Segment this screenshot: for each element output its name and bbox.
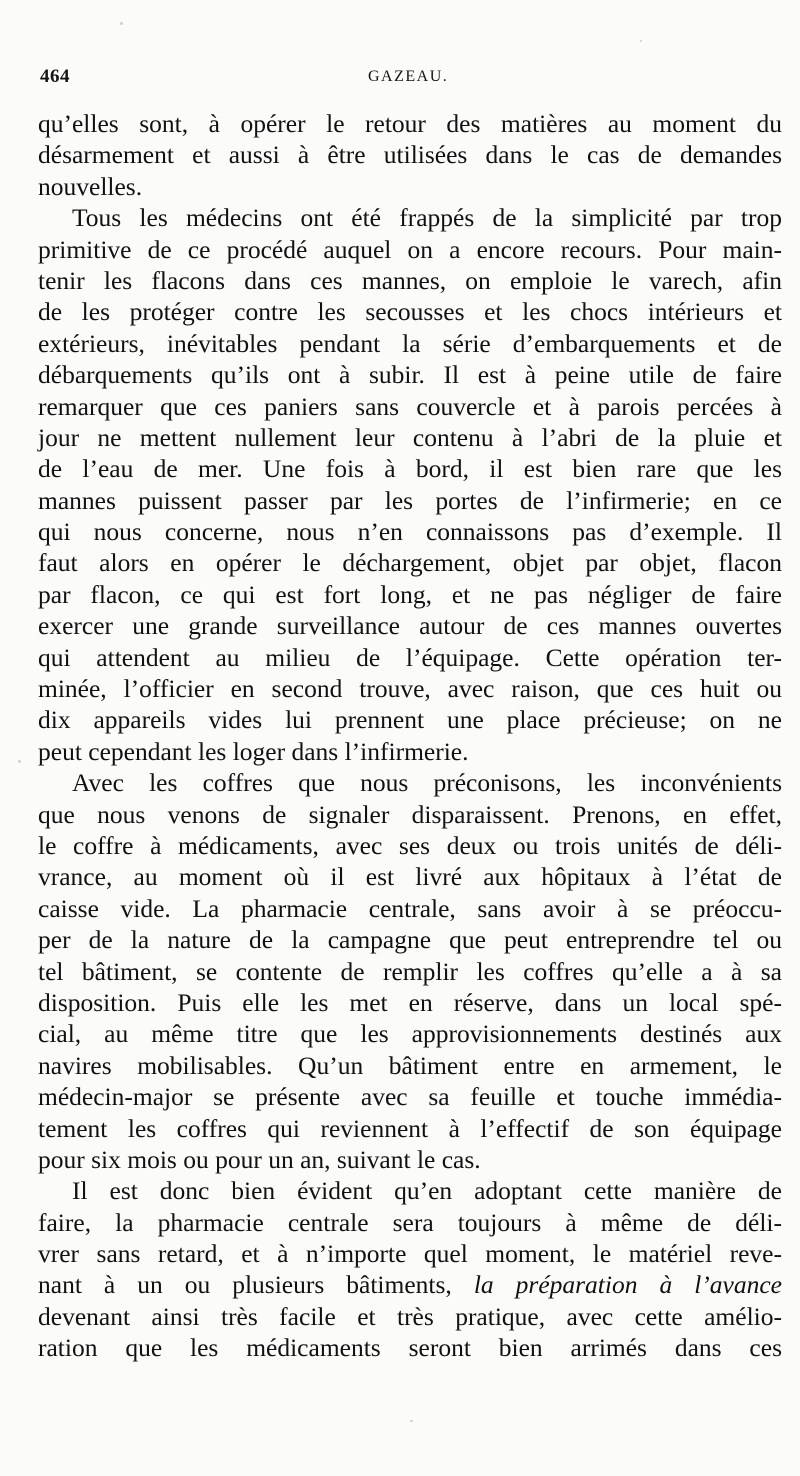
text-line: tenir les flacons dans ces mannes, on emploie le varech, afin (38, 265, 782, 295)
text-line: qui attendent au milieu de l’équipage. Cette opération ter- (38, 642, 782, 672)
text-line: tement les coffres qui reviennent à l’effectif de son équipage (38, 1113, 782, 1143)
text-line: mannes puissent passer par les portes de l’infirmerie; en ce (38, 485, 782, 515)
body-text (38, 108, 782, 1364)
running-head: GAZEAU. (368, 68, 449, 85)
text-line: de l’eau de mer. Une fois à bord, il est bien rare que les (38, 454, 782, 484)
text-line: qui nous concerne, nous n’en connaissons pas d’exemple. Il (38, 517, 782, 547)
text-line: nouvelles. (38, 171, 143, 201)
text-line: débarquements qu’ils ont à subir. Il est à peine utile de faire (38, 360, 782, 390)
text-line: qu’elles sont, à opérer le retour des matières au moment du (38, 109, 782, 138)
text-line: exercer une grande surveillance autour de ces mannes ouvertes (38, 611, 782, 641)
text-line: primitive de ce procédé auquel on a encore recours. Pour main- (38, 234, 782, 264)
text-line: vrer sans retard, et à n’importe quel moment, le matériel reve- (38, 1239, 782, 1269)
scan-speck (640, 40, 642, 42)
text-line: par flacon, ce qui est fort long, et ne pas négliger de faire (38, 579, 782, 609)
text-line: navires mobilisables. Qu’un bâtiment entre en armement, le (38, 1050, 782, 1080)
text-line: désarmement et aussi à être utilisées dans le cas de demandes (38, 140, 782, 170)
text-line-with-italic (38, 1269, 782, 1300)
text-line: pour six mois ou pour un an, suivant le cas. (38, 1144, 481, 1174)
text-line: faire, la pharmacie centrale sera toujours à même de déli- (38, 1207, 782, 1237)
page-header (38, 66, 780, 94)
text-line: per de la nature de la campagne que peut entreprendre tel ou (38, 925, 782, 955)
text-line: disposition. Puis elle les met en réserve, dans un local spé- (38, 987, 782, 1017)
text-line: Tous les médecins ont été frappés de la simplicité par trop (72, 203, 782, 233)
text-line: cial, au même titre que les approvisionnements destinés aux (38, 1019, 782, 1049)
text-line: Il est donc bien évident qu’en adoptant cette manière de (72, 1176, 782, 1206)
scan-speck (18, 760, 21, 763)
page-number: 464 (40, 66, 70, 87)
scan-speck (410, 1420, 413, 1422)
text-line: ration que les médicaments seront bien arrimés dans ces (38, 1333, 782, 1363)
text-line: médecin-major se présente avec sa feuille et touche immédia- (38, 1082, 782, 1112)
text-line: tel bâtiment, se contente de remplir les coffres qu’elle a à sa (38, 956, 782, 986)
scan-speck (120, 22, 123, 25)
text-line: minée, l’officier en second trouve, avec raison, que ces huit ou (38, 674, 782, 704)
text-segment: nant à un ou plusieurs bâtiments, (38, 1270, 452, 1300)
text-line: remarquer que ces paniers sans couvercle et à parois percées à (38, 391, 782, 421)
text-line: jour ne mettent nullement leur contenu à l’abri de la pluie et (38, 422, 782, 452)
text-line: faut alors en opérer le déchargement, objet par objet, flacon (38, 548, 782, 578)
text-line: dix appareils vides lui prennent une place précieuse; on ne (38, 705, 782, 735)
text-line: que nous venons de signaler disparaissent. Prenons, en effet, (38, 799, 782, 829)
text-line: extérieurs, inévitables pendant la série d’embarquements et de (38, 328, 782, 358)
text-line: caisse vide. La pharmacie centrale, sans avoir à se préoccu- (38, 893, 782, 923)
text-line: vrance, au moment où il est livré aux hôpitaux à l’état de (38, 862, 782, 892)
text-line: de les protéger contre les secousses et les chocs intérieurs et (38, 297, 782, 327)
italic-phrase: la préparation à l’avance (473, 1270, 783, 1300)
text-line: Avec les coffres que nous préconisons, les inconvénients (72, 768, 782, 798)
text-line: devenant ainsi très facile et très pratique, avec cette amélio- (38, 1301, 782, 1331)
text-line: peut cependant les loger dans l’infirmerie. (38, 736, 469, 766)
text-line: le coffre à médicaments, avec ses deux ou trois unités de déli- (38, 830, 782, 860)
